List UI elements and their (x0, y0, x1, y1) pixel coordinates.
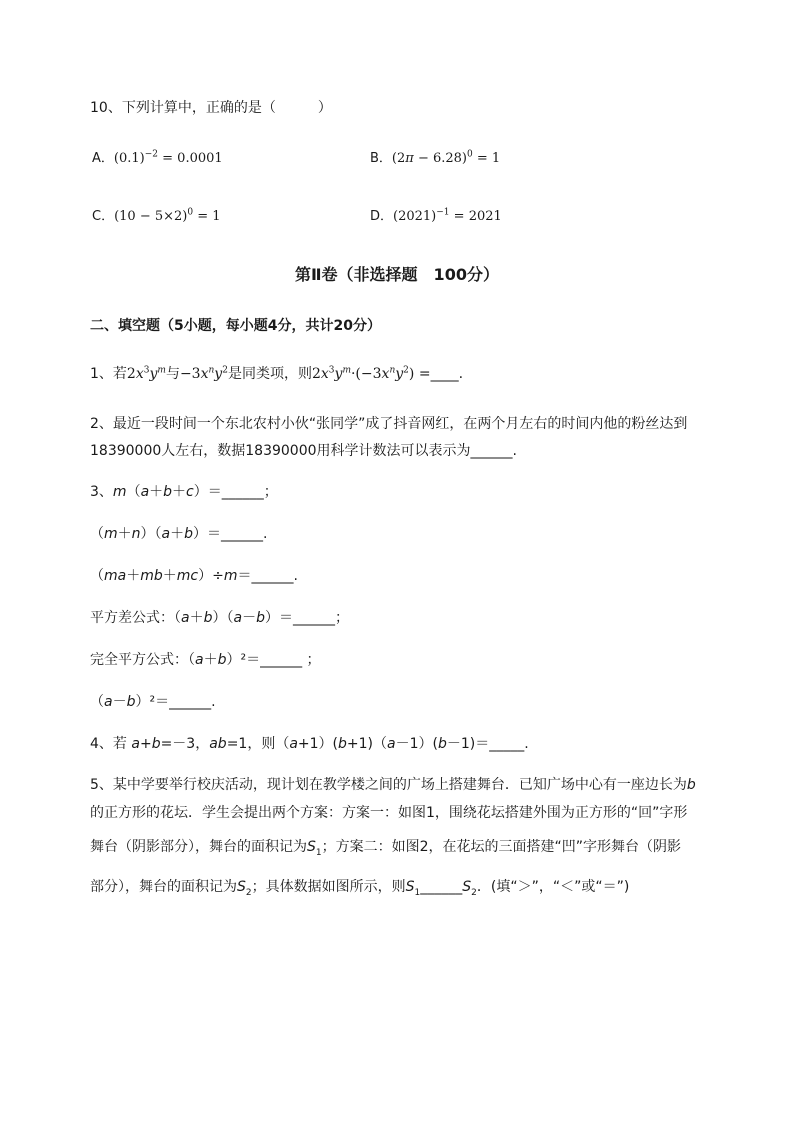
fill-question-2-line-1: 2、最近一段时间一个东北农村小伙“张同学”成了抖音网红，在两个月左右的时间内他的粉丝达到 (90, 416, 688, 432)
part-2-title: 第Ⅱ卷（非选择题 100分） (295, 265, 499, 284)
fill-question-5-line-2: 的正方形的花坛．学生会提出两个方案：方案一：如图1，围绕花坛搭建外围为正方形的“回”字形 (90, 805, 688, 821)
option-expr: $(2\pi - 6.28)^0 = 1$ (391, 149, 501, 166)
fill-question-2-line-2: 18390000人左右，数据18390000用科学计数法可以表示为______. (90, 443, 517, 459)
q1-blank: ____. (430, 366, 464, 382)
q10-option-b (370, 149, 500, 169)
option-label: B． (370, 151, 392, 166)
q1-text-c: 是同类项，则 (227, 366, 312, 382)
q10-option-c (92, 207, 221, 227)
fill-question-5-line-1: 5、某中学要举行校庆活动，现计划在教学楼之间的广场上搭建舞台．已知广场中心有一座边长为b (90, 777, 696, 793)
fill-question-3-line-5: 完全平方公式：（a＋b）²＝______ ； (90, 652, 321, 668)
question-10-stem: 10、下列计算中，正确的是（ ） (90, 100, 332, 116)
option-label: D． (370, 209, 394, 224)
fill-question-5-line-4: 部分），舞台的面积记为$S_2$；具体数据如图所示，则$S_1\_\_\_\_\_\_S_2$．(填“＞”，“＜”或“＝”) (90, 879, 630, 898)
section-title-fill-in: 二、填空题（5小题，每小题4分，共计20分） (90, 318, 381, 334)
option-expr: $(10 - 5\times 2)^0 = 1$ (114, 207, 221, 224)
q1-math-2: $-3x^ny^2$ (179, 365, 228, 382)
fill-question-3-line-4: 平方差公式：（a＋b）（a－b）＝______； (90, 610, 349, 626)
fill-question-3-line-3: （ma＋mb＋mc）÷m＝______. (90, 568, 298, 584)
fill-question-3-line-6: （a－b）²＝______. (90, 694, 216, 710)
option-expr: $(2021)^{-1} = 2021$ (393, 207, 502, 224)
fill-question-3-line-2: （m＋n）（a＋b）＝______. (90, 526, 268, 542)
option-expr: $(0.1)^{-2} = 0.0001$ (113, 149, 223, 166)
option-label: A． (92, 151, 114, 166)
q1-math-1: $2x^3y^m$ (126, 365, 166, 382)
fill-question-1 (90, 364, 463, 384)
q1-math-3: $2x^3y^m\cdot(-3x^ny^2)$ = (311, 365, 431, 382)
q1-text-a: 1、若 (90, 366, 127, 382)
q10-option-d (370, 207, 502, 227)
fill-question-5-line-3: 舞台（阴影部分），舞台的面积记为$S_1$；方案二：如图2，在花坛的三面搭建“凹”字形舞台（阴影 (90, 839, 682, 858)
q10-option-a (92, 149, 223, 169)
fill-question-3-line-1: 3、m（a＋b＋c）＝______； (90, 484, 278, 500)
q1-text-b: 与 (165, 366, 180, 382)
fill-question-4: 4、若 a+b=－3，ab=1，则（a+1）(b+1)（a－1）(b－1)＝_____. (90, 736, 529, 752)
option-label: C． (92, 209, 115, 224)
